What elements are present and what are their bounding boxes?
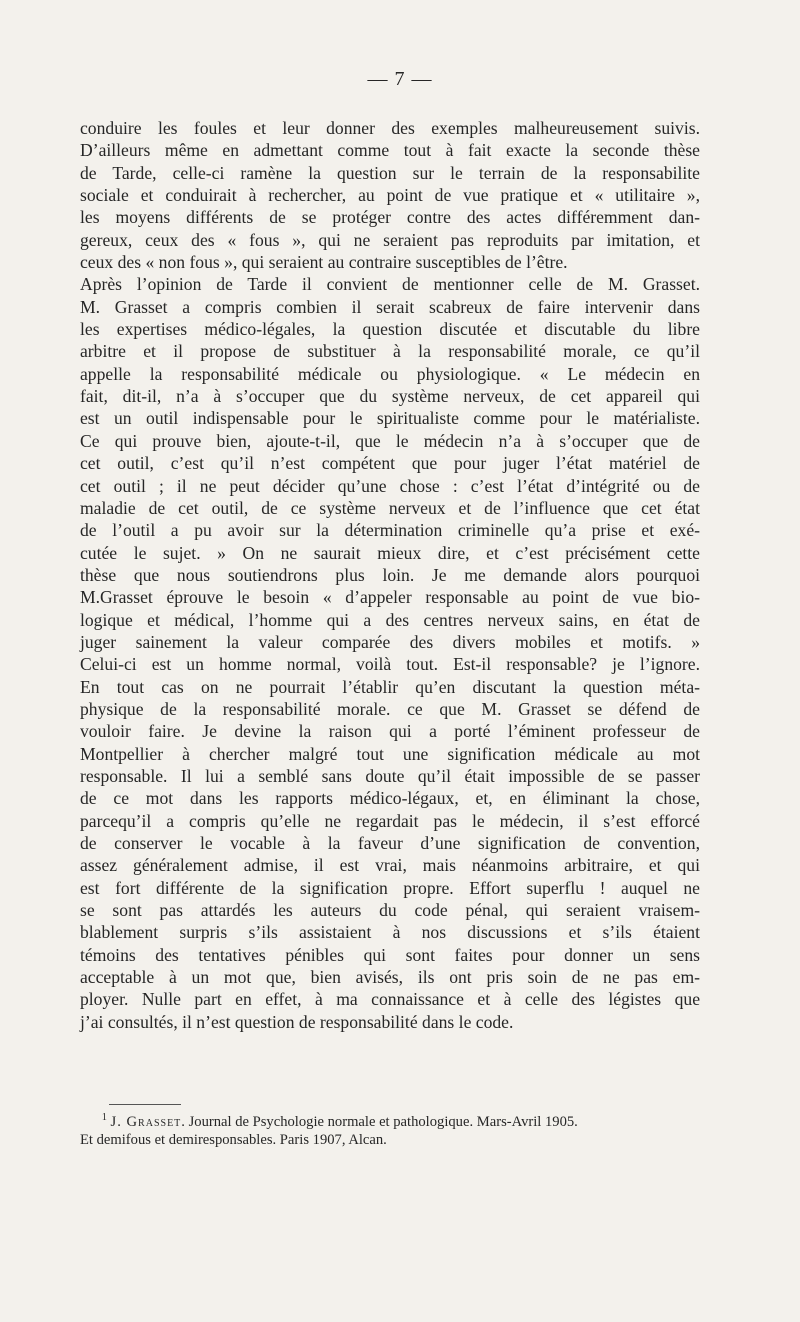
text-line: vouloir faire. Je devine la raison qui a porté l’éminent professeur de <box>80 721 700 742</box>
text-line: ceux des « non fous », qui seraient au contraire susceptibles de l’être. <box>80 252 568 273</box>
text-line: de ce mot dans les rapports médico-légaux, et, en éliminant la chose, <box>80 788 700 809</box>
text-line: conduire les foules et leur donner des exemples malheureusement suivis. <box>80 118 700 138</box>
page-number: — 7 — <box>367 68 433 90</box>
text-line: se sont pas attardés les auteurs du code pénal, qui seraient vraisem- <box>80 900 700 921</box>
footnote <box>80 1109 705 1149</box>
footnote-marker: 1 <box>101 1112 107 1123</box>
footnote-line: Et demifous et demiresponsables. Paris 1907, Alcan. <box>80 1131 387 1148</box>
footnote-author: J. Grasset <box>110 1113 182 1130</box>
text-line: est un outil indispensable pour le spiritualiste comme pour le matérialiste. <box>80 408 700 429</box>
body-text <box>80 117 700 1033</box>
text-line: appelle la responsabilité médicale ou physiologique. « Le médecin en <box>80 363 700 384</box>
text-line: parcequ’il a compris qu’elle ne regardait pas le médecin, il s’est efforcé <box>80 810 700 831</box>
text-line: sociale et conduirait à rechercher, au point de vue pratique et « utilitaire », <box>80 185 700 206</box>
text-line: est fort différente de la signification propre. Effort superflu ! auquel ne <box>80 877 700 898</box>
text-line: de Tarde, celle-ci ramène la question sur le terrain de la responsabilite <box>80 162 700 183</box>
text-line: les moyens différents de se protéger contre des actes différemment dan- <box>80 207 700 228</box>
text-line: de l’outil a pu avoir sur la détermination criminelle qu’a prise et exé- <box>80 520 700 541</box>
text-line: responsable. Il lui a semblé sans doute qu’il était impossible de se passer <box>80 765 700 786</box>
text-line: j’ai consultés, il n’est question de responsabilité dans le code. <box>80 1011 514 1032</box>
text-line: de conserver le vocable à la faveur d’une signification de convention, <box>80 833 700 853</box>
text-line: Après l’opinion de Tarde il convient de mentionner celle de M. Grasset. <box>80 274 700 295</box>
text-line: logique et médical, l’homme qui a des centres nerveux sains, en état de <box>80 609 700 630</box>
text-line: arbitre et il propose de substituer à la responsabilité morale, ce qu’il <box>80 341 700 362</box>
footnote-separator <box>109 1104 181 1105</box>
text-line: assez généralement admise, il est vrai, mais néanmoins arbitraire, et qui <box>80 855 700 876</box>
text-line: fait, dit-il, n’a à s’occuper que du système nerveux, de cet appareil qui <box>80 386 700 407</box>
text-line: ployer. Nulle part en effet, à ma connaissance et à celle des légistes que <box>80 989 700 1010</box>
text-line: M. Grasset a compris combien il serait scabreux de faire intervenir dans <box>80 296 700 317</box>
text-line: D’ailleurs même en admettant comme tout à fait exacte la seconde thèse <box>80 140 700 161</box>
text-line: En tout cas on ne pourrait l’établir qu’en discutant la question méta- <box>80 676 700 697</box>
footnote-line <box>80 1109 705 1131</box>
text-line: Ce qui prouve bien, ajoute-t-il, que le médecin n’a à s’occuper que de <box>80 430 700 451</box>
text-line: M.Grasset éprouve le besoin « d’appeler responsable au point de vue bio- <box>80 587 700 608</box>
text-line: cet outil ; il ne peut décider qu’une chose : c’est l’état d’intégrité ou de <box>80 475 700 496</box>
text-line: les expertises médico-légales, la question discutée et discutable du libre <box>80 319 700 340</box>
text-line: maladie de cet outil, de ce système nerveux et de l’influence que cet état <box>80 497 700 518</box>
text-line: juger sainement la valeur comparée des divers mobiles et motifs. » <box>80 631 700 652</box>
text-line: blablement surpris s’ils assistaient à nos discussions et s’ils étaient <box>80 922 700 943</box>
footnote-reference: . Journal de Psychologie normale et pathologique. Mars-Avril 1905. <box>181 1113 578 1130</box>
text-line: cutée le sujet. » On ne saurait mieux dire, et c’est précisément cette <box>80 542 700 563</box>
text-line: Celui-ci est un homme normal, voilà tout. Est-il responsable? je l’ignore. <box>80 654 700 675</box>
text-line: physique de la responsabilité morale. ce que M. Grasset se défend de <box>80 698 700 719</box>
text-line: Montpellier à chercher malgré tout une signification médicale au mot <box>80 743 700 764</box>
text-line: thèse que nous soutiendrons plus loin. Je me demande alors pourquoi <box>80 564 700 585</box>
text-line: acceptable à un mot que, bien avisés, ils ont pris soin de ne pas em- <box>80 967 700 988</box>
text-line: cet outil, c’est qu’il n’est compétent que pour juger l’état matériel de <box>80 453 700 474</box>
text-line: témoins des tentatives pénibles qui sont faites pour donner un sens <box>80 944 700 965</box>
text-line: gereux, ceux des « fous », qui ne seraient pas reproduits par imitation, et <box>80 229 700 250</box>
